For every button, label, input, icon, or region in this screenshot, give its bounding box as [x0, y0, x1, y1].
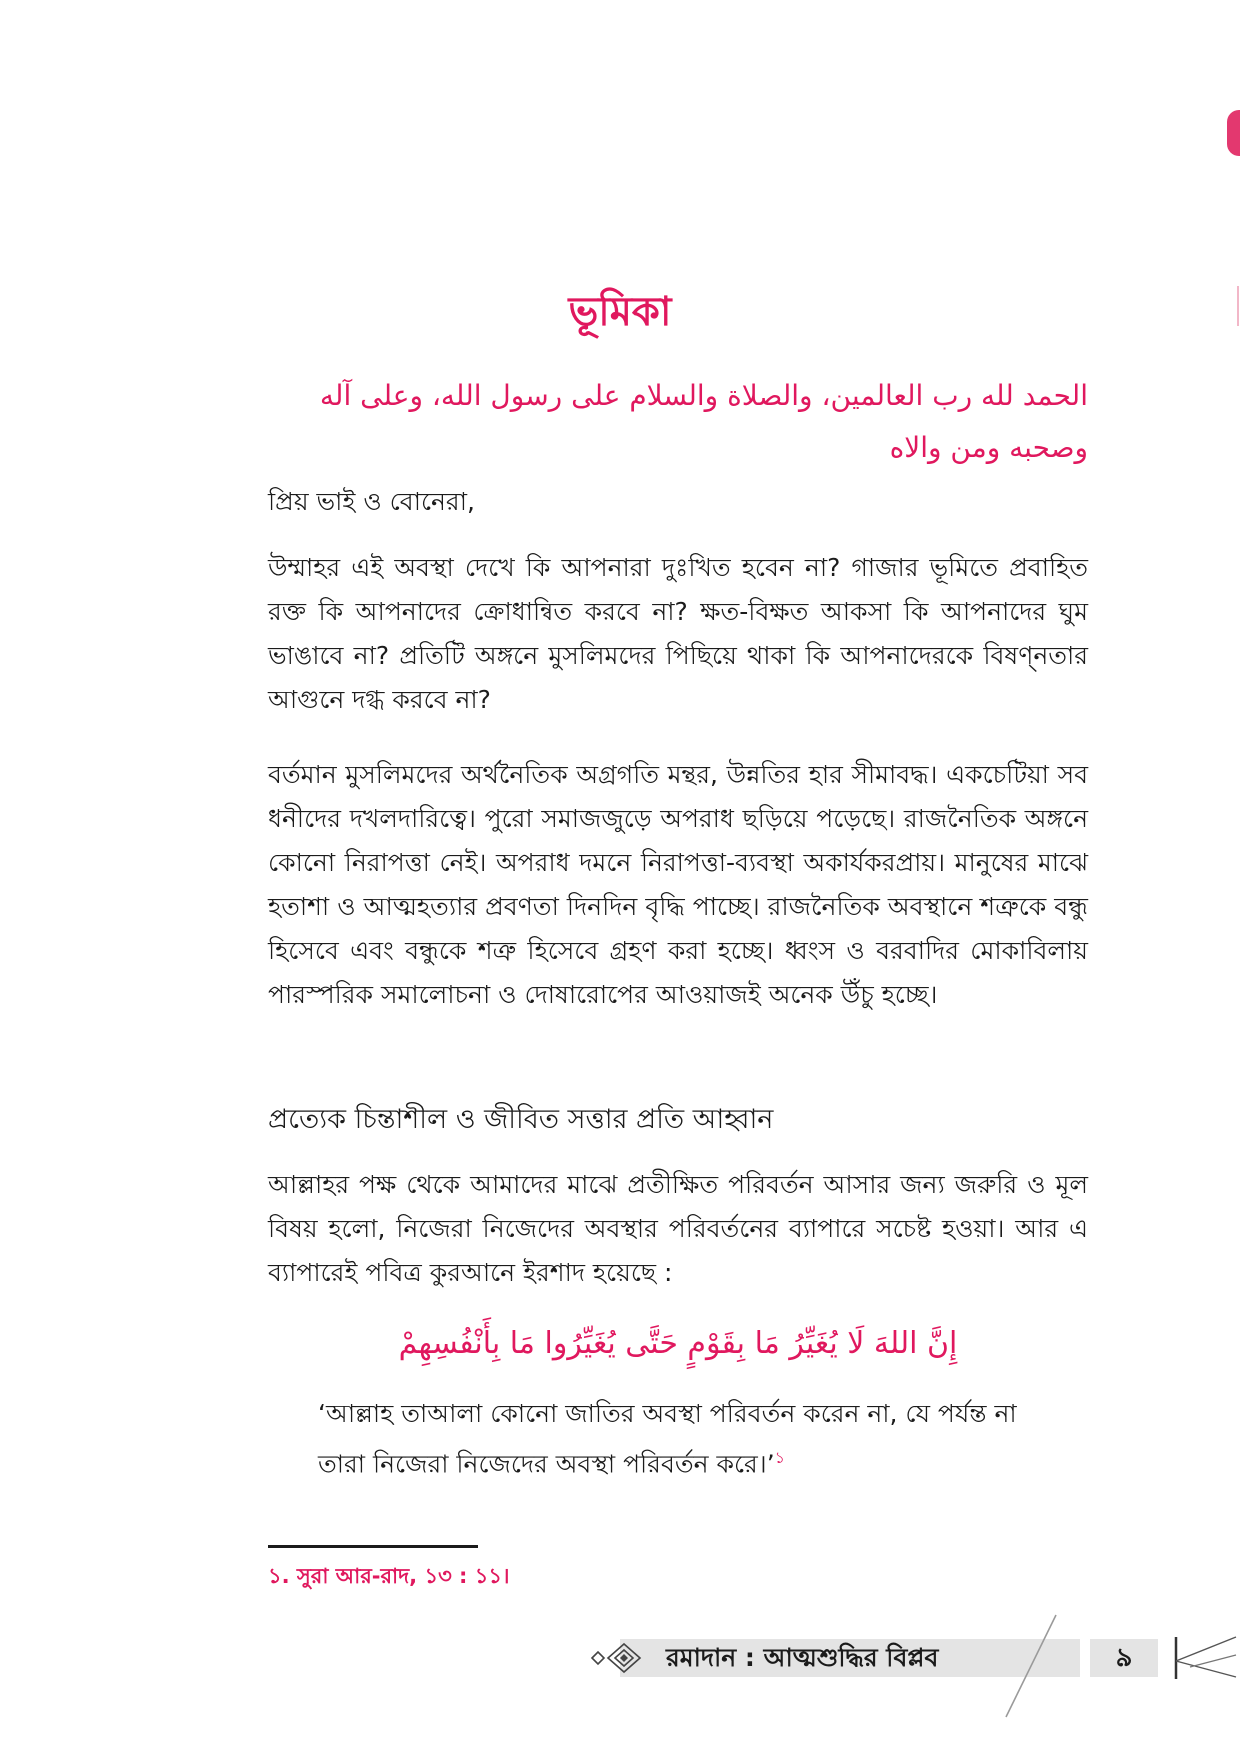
verse-translation-text: ‘আল্লাহ তাআলা কোনো জাতির অবস্থা পরিবর্তন করেন না, যে পর্যন্ত না তারা নিজেরা নিজেদের অবস্থা পরিবর্তন করে।’	[318, 1399, 1017, 1479]
paragraph-2: বর্তমান মুসলিমদের অর্থনৈতিক অগ্রগতি মন্থর, উন্নতির হার সীমাবদ্ধ। একচেটিয়া সব ধনীদের দখলদারিত্বে। পুরো সমাজজুড়ে অপরাধ ছড়িয়ে পড়েছে। রাজনৈতিক অঙ্গনে কোনো নিরাপত্তা নেই। অপরাধ দমনে নিরাপত্তা-ব্যবস্থা অকার্যকরপ্রায়। মানুষের মাঝে হতাশা ও আত্মহত্যার প্রবণতা দিনদিন বৃদ্ধি পাচ্ছে। রাজনৈতিক অবস্থানে শত্রুকে বন্ধু হিসেবে এবং বন্ধুকে শত্রু হিসেবে গ্রহণ করা হচ্ছে। ধ্বংস ও বরবাদির মোকাবিলায় পারস্পরিক সমালোচনা ও দোষারোপের আওয়াজই অনেক উঁচু হচ্ছে।	[268, 760, 1088, 1009]
greeting: প্রিয় ভাই ও বোনেরা,	[268, 487, 475, 516]
page-edge-tab	[1227, 110, 1240, 156]
page-footer	[588, 1633, 1238, 1683]
section-heading: প্রত্যেক চিন্তাশীল ও জীবিত সত্তার প্রতি আহ্বান	[268, 1104, 774, 1135]
paragraph-3: আল্লাহর পক্ষ থেকে আমাদের মাঝে প্রতীক্ষিত পরিবর্তন আসার জন্য জরুরি ও মূল বিষয় হলো, নিজেরা নিজেদের অবস্থার পরিবর্তনের ব্যাপারে সচেষ্ট হওয়া। আর এ ব্যাপারেই পবিত্র কুরআনে ইরশাদ হয়েছে :	[268, 1170, 1088, 1287]
footnote-reference[interactable]: ১	[774, 1448, 786, 1467]
footer-slash-decoration	[984, 1611, 1074, 1721]
footer-book-title: রমাদান : আত্মশুদ্ধির বিপ্লব	[666, 1643, 939, 1672]
paragraph-1: উম্মাহর এই অবস্থা দেখে কি আপনারা দুঃখিত হবেন না? গাজার ভূমিতে প্রবাহিত রক্ত কি আপনাদের ক্রোধান্বিত করবে না? ক্ষত-বিক্ষত আকসা কি আপনাদের ঘুম ভাঙাবে না? প্রতিটি অঙ্গনে মুসলিমদের পিছিয়ে থাকা কি আপনাদেরকে বিষণ্নতার আগুনে দগ্ধ করবে না?	[268, 553, 1088, 714]
corner-lines-decoration	[1170, 1633, 1238, 1683]
footnote-divider	[268, 1545, 478, 1548]
arabic-opening-invocation: الحمد لله رب العالمين، والصلاة والسلام على رسول الله، وعلى آله وصحبه ومن والاه	[319, 379, 1088, 464]
diamond-ornament-icon	[588, 1641, 648, 1675]
quran-verse-arabic: إِنَّ اللهَ لَا يُغَيِّرُ مَا بِقَوْمٍ حَتَّى يُغَيِّرُوا مَا بِأَنْفُسِهِمْ	[398, 1326, 958, 1361]
verse-translation	[318, 1392, 1058, 1486]
page-number: ৯	[1090, 1639, 1158, 1677]
footnote: ১. সুরা আর-রাদ, ১৩ : ১১।	[268, 1564, 510, 1588]
page-title: ভূমিকা	[568, 289, 672, 335]
